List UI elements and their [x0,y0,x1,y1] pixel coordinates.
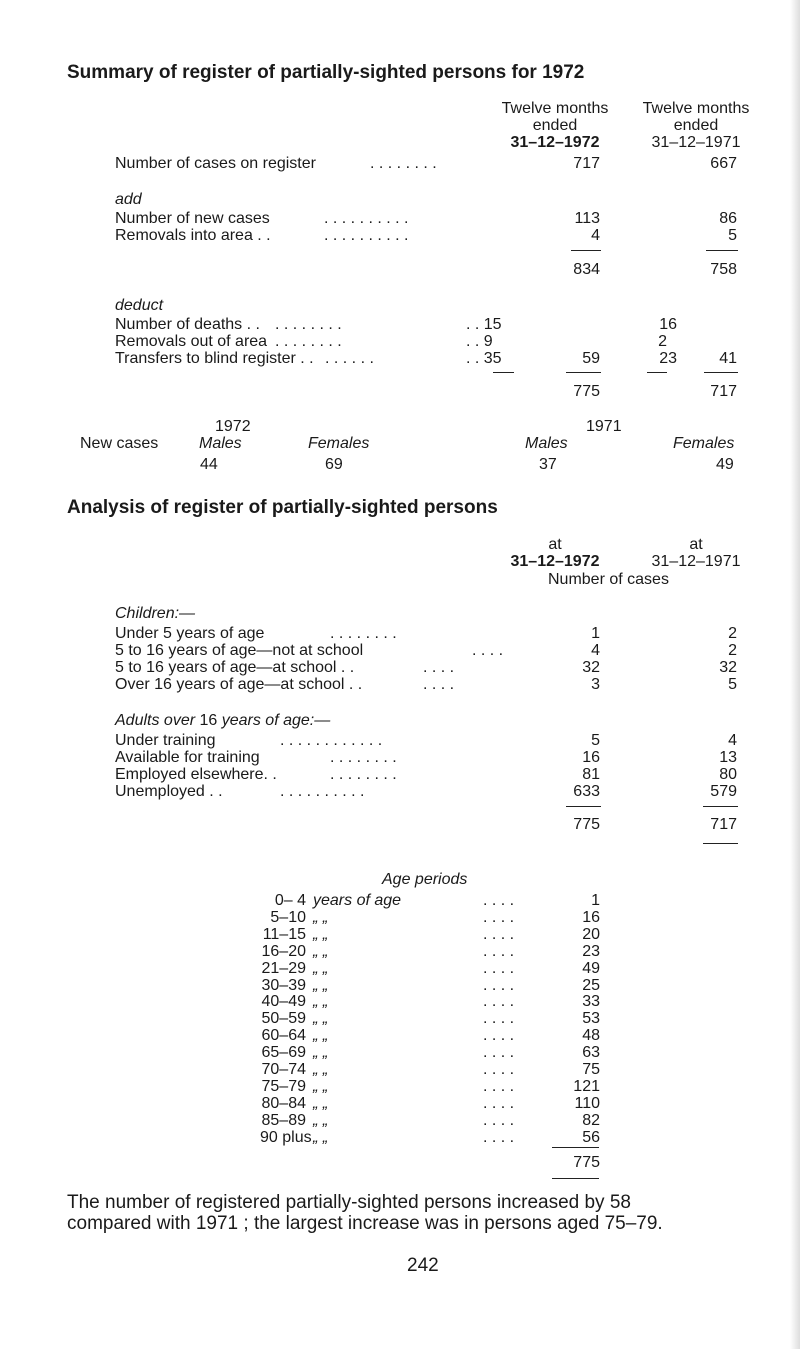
deduct-label: deduct [115,297,164,314]
on-register-1972: 717 [573,155,600,172]
age-unit: „ „ [313,925,329,943]
age-count: 63 [582,1044,600,1062]
children-row-dots: . . . . [423,676,455,693]
deaths-1972: . . 15 [466,316,502,333]
children-row-dots: . . . . . . . . [330,625,397,642]
page-edge-shadow [790,0,800,1349]
adults-row-dots: . . . . . . . . . . [280,783,365,800]
children-row-dots: . . . . [423,659,455,676]
males-label-1971: Males [525,435,568,452]
summary-col-header-1972-line1: Twelve months [501,100,609,117]
on-register-label: Number of cases on register [115,155,316,172]
children-row-1971: 2 [728,642,737,659]
children-row-1971: 2 [728,625,737,642]
age-unit: „ „ [313,1010,329,1028]
males-1972: 44 [200,456,218,473]
age-periods-total: 775 [573,1154,600,1171]
deaths-label: Number of deaths . . [115,316,260,333]
age-row-dots: . . . . [483,908,515,926]
age-unit: „ „ [313,908,329,926]
age-range: 75–79 [261,1077,306,1095]
age-count: 82 [582,1111,600,1129]
adults-heading [115,713,330,729]
analysis-unit-label: Number of cases [548,571,669,588]
age-unit: „ „ [313,942,329,960]
summary-col-header-1971-line3: 31–12–1971 [651,134,741,151]
subtotal-1972: 834 [573,261,600,278]
transfers-1972: 59 [582,350,600,367]
age-row-dots: . . . . [483,1061,515,1078]
new-cases-1971: 86 [719,210,737,227]
children-row-1972: 32 [582,659,600,676]
subtotal-1971: 758 [710,261,737,278]
adults-row-label: Available for training [115,749,260,766]
age-count: 110 [574,1094,600,1112]
summary-col-header-1972-line2: ended [532,117,578,134]
age-unit: „ „ [313,1111,329,1129]
children-row-label: Over 16 years of age—at school . . [115,676,363,693]
age-range: 65–69 [261,1044,306,1062]
new-cases-1972: 113 [574,210,600,227]
summary-title: Summary of register of partially-sighted persons for 1972 [67,62,585,83]
removals-into-label: Removals into area . . [115,227,271,244]
age-count: 53 [582,1010,600,1028]
age-row-dots: . . . . [483,1010,515,1028]
footer-paragraph-line1: The number of registered partially-sighted persons increased by 58 [67,1192,631,1213]
summary-col-header-1972-line3: 31–12–1972 [510,134,600,151]
age-unit: „ „ [313,993,329,1011]
age-periods-title: Age periods [382,871,468,888]
age-count: 48 [582,1027,600,1045]
transfers-sub-1972: . . 35 [466,350,502,367]
adults-row-1971: 4 [728,732,737,749]
transfers-label: Transfers to blind register . . [115,350,314,367]
analysis-col-header-1972-line1: at [548,536,562,553]
on-register-1971: 667 [710,155,737,172]
females-1972: 69 [325,456,343,473]
age-row-dots: . . . . [483,1094,515,1112]
age-unit: „ „ [313,976,329,994]
adults-row-1972: 81 [582,766,600,783]
removals-out-1971: 2 [658,333,667,350]
age-unit: years of age [313,892,402,909]
age-count: 33 [582,993,600,1011]
adults-row-label: Employed elsewhere. . [115,766,277,783]
children-row-label: Under 5 years of age [115,625,265,642]
age-unit: „ „ [313,1027,329,1045]
age-total-rule [552,1147,599,1148]
adults-heading-age: 16 [199,712,218,729]
age-unit: „ „ [313,1128,329,1146]
removals-into-1972: 4 [591,227,600,244]
age-count: 121 [573,1077,600,1095]
children-row-1971: 5 [728,676,737,693]
new-cases-label: Number of new cases [115,210,270,227]
children-row-label: 5 to 16 years of age—at school . . [115,659,355,676]
age-range: 50–59 [261,1010,306,1028]
adults-row-1971: 13 [719,749,737,766]
adults-row-1972: 633 [573,783,600,800]
removals-out-1972: . . 9 [466,333,493,350]
age-unit: „ „ [313,1094,329,1112]
children-heading: Children:— [115,605,196,622]
age-unit: „ „ [313,1044,329,1062]
age-range: 90 plus [260,1128,312,1146]
adults-row-1972: 5 [591,732,600,749]
age-range: 5–10 [270,908,306,926]
age-unit: „ „ [313,1061,329,1078]
analysis-col-header-1971-line1: at [689,536,703,553]
age-total-underline [552,1178,599,1179]
deduct-rule-a [493,372,514,373]
age-row-dots: . . . . [483,959,515,977]
age-row-dots: . . . . [483,892,515,909]
analysis-total-underline-1971 [703,843,738,844]
age-count: 75 [582,1061,600,1078]
age-row-dots: . . . . [483,976,515,994]
age-count: 49 [582,959,600,977]
age-range: 21–29 [261,959,306,977]
age-count: 16 [582,908,600,926]
adults-row-dots: . . . . . . . . [330,766,397,783]
age-range: 80–84 [261,1094,306,1112]
age-range: 60–64 [261,1027,306,1045]
page-number: 242 [407,1255,439,1276]
footer-paragraph-line2: compared with 1971 ; the largest increase was in persons aged 75–79. [67,1213,663,1234]
age-range: 0– 4 [274,892,306,909]
children-row-1971: 32 [719,659,737,676]
deduct-rule-b [647,372,667,373]
adults-row-1972: 16 [582,749,600,766]
analysis-title: Analysis of register of partially-sighted persons [67,497,498,518]
age-count: 20 [582,925,600,943]
add-label: add [115,191,142,208]
age-row-dots: . . . . [483,942,515,960]
transfers-sub-1971: 23 [659,350,677,367]
adults-row-dots: . . . . . . . . [330,749,397,766]
age-row-dots: . . . . [483,1027,515,1045]
adults-row-1971: 80 [719,766,737,783]
summary-col-header-1971-line2: ended [673,117,719,134]
age-row-dots: . . . . [483,1044,515,1062]
analysis-total-1972: 775 [573,816,600,833]
subtotal-rule-1971 [706,250,738,251]
age-range: 11–15 [262,925,306,943]
age-range: 40–49 [261,993,306,1011]
age-row-dots: . . . . [483,1128,515,1146]
age-row-dots: . . . . [483,1111,515,1129]
analysis-total-rule-1972 [566,806,601,807]
deaths-dots: . . . . . . . . [275,316,342,333]
children-row-1972: 3 [591,676,600,693]
total-1971: 717 [710,383,737,400]
children-row-1972: 1 [591,625,600,642]
age-row-dots: . . . . [483,1077,515,1095]
females-label-1972: Females [308,435,370,452]
age-count: 1 [591,892,600,909]
analysis-total-rule-1971 [703,806,738,807]
removals-out-label: Removals out of area [115,333,268,350]
age-row-dots: . . . . [483,925,515,943]
removals-into-dots: . . . . . . . . . . [324,227,409,244]
adults-row-dots: . . . . . . . . . . . . [280,732,383,749]
new-cases-sex-label: New cases [80,435,159,452]
new-cases-dots: . . . . . . . . . . [324,210,409,227]
age-range: 85–89 [261,1111,306,1129]
males-label-1972: Males [199,435,242,452]
children-row-dots: . . . . [472,642,504,659]
total-rule-1971 [704,372,738,373]
adults-row-label: Under training [115,732,216,749]
age-unit: „ „ [313,1077,329,1095]
new-cases-year-1971: 1971 [586,418,622,435]
summary-col-header-1971-line1: Twelve months [642,100,750,117]
adults-row-label: Unemployed . . [115,783,223,800]
children-row-1972: 4 [591,642,600,659]
transfers-1971: 41 [719,350,737,367]
age-range: 16–20 [261,942,306,960]
age-count: 25 [582,976,600,994]
removals-into-1971: 5 [728,227,737,244]
females-label-1971: Females [673,435,735,452]
removals-out-dots: . . . . . . . . [275,333,342,350]
age-range: 70–74 [261,1061,306,1078]
adults-heading-suffix: years of age:— [217,712,331,729]
age-unit: „ „ [313,959,329,977]
age-count: 23 [582,942,600,960]
transfers-dots: . . . . . . [325,350,374,367]
age-row-dots: . . . . [483,993,515,1011]
adults-row-1971: 579 [710,783,737,800]
males-1971: 37 [539,456,557,473]
analysis-total-1971: 717 [710,816,737,833]
analysis-col-header-1972-line2: 31–12–1972 [510,553,600,570]
total-rule-1972 [566,372,601,373]
total-1972: 775 [573,383,600,400]
deaths-1971: 16 [659,316,677,333]
age-range: 30–39 [261,976,306,994]
adults-heading-prefix: Adults over [115,712,200,729]
on-register-dots: . . . . . . . . [370,155,437,172]
new-cases-year-1972: 1972 [215,418,251,435]
females-1971: 49 [716,456,734,473]
analysis-col-header-1971-line2: 31–12–1971 [651,553,741,570]
children-row-label: 5 to 16 years of age—not at school [115,642,364,659]
age-count: 56 [582,1128,600,1146]
subtotal-rule-1972 [571,250,601,251]
